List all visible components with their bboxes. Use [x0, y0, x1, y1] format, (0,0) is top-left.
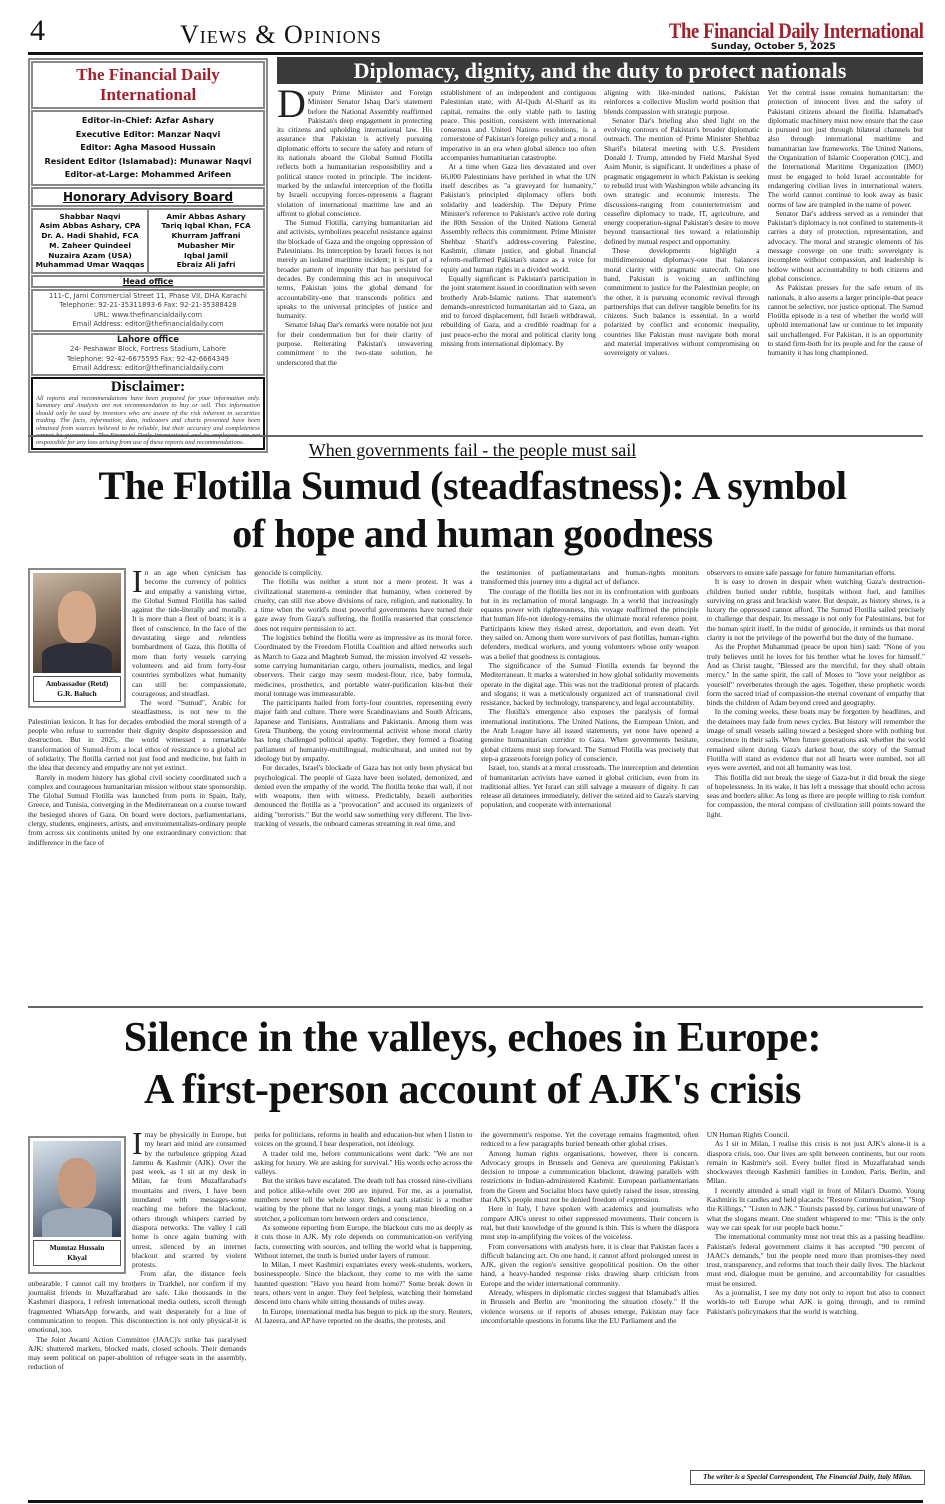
article2-kicker: When governments fail - the people must sail	[308, 440, 637, 460]
article2-col-1	[28, 568, 246, 993]
paragraph: It is easy to drown in despair when watching Gaza's destruction-children buried under rubble, hospitals without fuel, and families surviving on grass and brackish water. But despair, as history shows, is a luxury the oppressed cannot afford. The Sumud Flotilla sailed precisely to challenge that despair. Its message is not only for Palestinians, but for the human spirit itself. In the midst of genocide, it reminds us that moral clarity is not the privilege of the powerful but the duty of the humane.	[706, 577, 925, 643]
article3-col-4	[707, 1130, 925, 1465]
editorial-infobox	[28, 58, 268, 453]
paragraph: The courage of the flotilla lies not in its confrontation with gunboats but in its reclamation of moral language. In a world that increasingly equates power with righteousness, this voyage reaffirmed the principle that human life-not ideology-remains the ultimate moral reference point. Participants knew they risked arrest, deportation, and even death. Yet they sailed on. Among them were survivors of past flotillas, human-rights defenders, medical workers, and young volunteers whose only weapon was a belief that goodness is contagious.	[480, 586, 699, 661]
paragraph: The Sumud Flotilla, carrying humanitarian aid and activists, symbolizes peaceful resistance against the blockade of Gaza and the ongoing oppression of Palestinians. Its interception by Israeli forces is not merely an isolated maritime incident; it is part of a broader pattern of impunity that has persisted for decades. By condemning this act in unequivocal terms, Pakistan joins the global demand for accountability-one that transcends politics and speaks to the universal principles of justice and humanity.	[277, 218, 433, 321]
dropcap: I	[132, 1130, 143, 1161]
paragraph: In Europe, international media has begun to pick up the story. Reuters, Al Jazeera, and AP have reported on the deaths, the protests, and	[254, 1306, 473, 1325]
advisor: Dr. A. Hadi Shahid, FCA	[41, 231, 139, 241]
article3-headline	[0, 1012, 945, 1116]
paragraph: I recently attended a small vigil in front of Milan's Duomo. Young Kashmiris lit candles and held placards: "Restore Communication," "Stop the Killings," "Listen to AJK." Tourists passed by, curious but unaware of what the slogans meant. One student whispered to me: "This is the only way we can speak for our people back home."	[706, 1185, 925, 1232]
paragraph: the government's response. Yet the coverage remains fragmented, often reduced to a few paragraphs buried beneath other global crises.	[480, 1130, 699, 1149]
issue-date: Sunday, October 5, 2025	[710, 42, 836, 52]
phone-fax: Telephone: 92-42-6675595 Fax: 92-42-6664349	[67, 354, 229, 363]
disclaimer-title: Disclaimer:	[110, 378, 186, 395]
divider	[28, 1006, 923, 1008]
paragraph: Senator Dar's address served as a reminder that Pakistan's diplomacy is not confined to statements-it carries a duty of protection, representation, and advocacy. The moral and strategic elements of his message converge on one truth: sovereignty is incomplete without compassion, and leadership is hollow without accountability to both citizens and global conscience.	[767, 208, 923, 283]
advisory-board	[31, 208, 265, 275]
paragraph: perks for politicians, reforms in health and education-but when I listen to voices on the ground, I hear desperation, not ideology.	[254, 1130, 473, 1149]
paragraph: Here in Italy, I have spoken with academics and journalists who compare AJK's unrest to other suppressed movements. Their concern is real, but their knowledge of the ground is thin. This is where the diaspora must step in-amplifying the voices of the voiceless.	[480, 1204, 699, 1242]
editor-line: Resident Editor (Islamabad): Munawar Naqvi	[44, 155, 252, 166]
editor-line: Editor: Agha Masood Hussain	[80, 142, 216, 152]
paragraph: observers to ensure safe passage for future humanitarian efforts.	[706, 568, 897, 577]
paragraph: Among human rights organisations, however, there is concern. Advocacy groups in Brussels and Geneva are questioning Pakistan's decision to impose a communication blackout, drawing parallels with restrictions in Indian-administered Kashmir. European parliamentarians from the Green and Socialist blocs have quietly raised the issue, stressing that AJK's people must not be denied freedom of expression.	[480, 1148, 699, 1205]
advisor: Mubasher Mir	[177, 240, 235, 250]
phone-fax: Telephone: 92-21-35311893-6 Fax: 92-21-35388428	[59, 301, 237, 310]
paragraph: The logistics behind the flotilla were as impressive as its moral force. Coordinated by the Freedom Flotilla Coalition and allied networks such as March to Gaza and Maghreb Sumud, the mission involved 42 vessels-some carrying humanitarian cargo, others journalists, medics, and legal observers. Their cargo may seem modest-flour, rice, baby formula, medicines, prosthetics, and portable water-purification kits-but their moral tonnage was immeasurable.	[254, 633, 473, 698]
editors-list	[31, 110, 265, 186]
advisor: Ebraiz Ali Jafri	[176, 260, 236, 270]
editor-line: Editor-in-Chief: Azfar Ashary	[81, 115, 215, 125]
dropcap: D	[277, 88, 306, 126]
article3-body	[28, 1130, 925, 1498]
headline-line: The Flotilla Sumud (steadfastness): A symbol	[98, 463, 847, 508]
lahore-office-details	[31, 333, 265, 376]
paragraph: Senator Dar's briefing also shed light on the evolving contours of Pakistan's broader diplomatic outreach. The mention of Prime Minister Shehbaz Sharif's bilateral meeting with U.S. President Donald J. Trump, attended by Field Marshal Syed Asim Munir, is significant. It underlines a phase of pragmatic engagement in which Pakistan is seeking to rebuild trust with Washington while advancing its own strategic and economic interests. The discussions-ranging from counterterrorism and ceasefire diplomacy to trade, IT, agriculture, and energy cooperation-signal Pakistan's desire to move beyond transactional ties toward a relationship defined by mutual respect and opportunity.	[604, 115, 760, 246]
top-rule	[28, 52, 923, 55]
advisor: Shabbar Naqvi	[59, 211, 121, 221]
article1-col-1	[277, 88, 433, 428]
headline-line: Silence in the valleys, echoes in Europe:	[123, 1015, 822, 1061]
address: 111-C, Jami Commercial Street 11, Phase VII, DHA Karachi	[49, 292, 247, 301]
paragraph: Already, whispers in diplomatic circles suggest that Islamabad's allies in Brussels and Berlin are "monitoring the situation closely." If the violence worsens or if reports of abuses emerge, Pakistan may face uncomfortable questions in forums like the EU Parliament and the	[480, 1288, 699, 1325]
paragraph: The participants hailed from forty-four countries, representing every major faith and culture. There were Scandinavians and South Africans, Japanese and Tunisians, Australians and Pakistanis. Among them was Greta Thunberg, the young environmental activist whose moral clarity has long challenged political apathy. Together, they formed a floating parliament of humanity-multilingual, multicultural, and united not by ideology but by empathy.	[254, 698, 473, 763]
paragraph: As a journalist, I see my duty not only to report but also to connect worlds-to tell Europe what AJK is going through, and to remind Pakistan's policymakers that the world is watching.	[706, 1288, 925, 1316]
website-link[interactable]: URL: www.thefinancialdaily.com	[93, 310, 203, 319]
article2-col-2	[254, 568, 472, 993]
paragraph: The flotilla's emergence also exposes the paralysis of formal international institutions. The United Nations, the European Union, and the Arab League have all issued statements, yet none have opened a genuine humanitarian corridor to Gaza. When governments hesitate, global citizens must step forward. The Sumud Flotilla was precisely that step-a grassroots foreign policy of conscience.	[480, 707, 699, 763]
article3-col-1	[28, 1130, 246, 1498]
paragraph: establishment of an independent and contiguous Palestinian state, with Al-Quds Al-Sharif as its capital, remains the only viable path to lasting peace. This position, consistent with international consensus and United Nations resolutions, is a cornerstone of Pakistan's foreign policy and a moral imperative in an era when global silence too often accompanies humanitarian catastrophe.	[440, 88, 596, 163]
advisor: M. Zaheer Quindeel	[49, 240, 131, 250]
disclaimer-text: All reports and recommendations have been prepared for your information only. Summary and Analysis are not recommendation to buy or sell. This information should only be used by investors who are aware of the risk inherent in securities trading. The facts, information, data, indicators and charts presented have been obtained from sources believed to be reliable, but their accuracy and completeness cannot be guaranteed. The Financial Daily International and its employees are not responsible for any loss arising from use of these reports and recommendations.	[36, 394, 260, 447]
paragraph: genocide is complicity.	[254, 568, 323, 577]
article1-col-4	[768, 88, 924, 428]
lahore-office-title: Lahore office	[116, 335, 180, 346]
caption-line: Mumtaz Hussain	[49, 1243, 105, 1252]
paragraph: A trader told me, before communications went dark: "We are not asking for luxury. We are asking for survival." His words echo across the valleys.	[254, 1148, 473, 1177]
article3-col-2	[254, 1130, 472, 1498]
advisor: Muhammad Umar Waqqas	[35, 260, 145, 270]
paragraph: The significance of the Sumud Flotilla extends far beyond the Mediterranean. It marks a watershed in how global solidarity movements operate in the digital age. This was not the traditional protest of placards and slogans; it was a meticulously organized act of transnational civil resistance, backed by technology, transparency, and legal accountability.	[480, 660, 699, 708]
caption-line: G.R. Baluch	[57, 689, 97, 698]
paragraph: Rarely in modern history has global civil society coordinated such a complex and courageous humanitarian mission without state sponsorship. The Global Sumud Flotilla was launched from ports in Spain, Italy, Greece, and Tunisia, converging in the Mediterranean on a course toward the besieged shores of Gaza. On board were doctors, parliamentarians, clergy, students, engineers, artists, and environmentalists-ordinary people from across six continents united by one extraordinary conviction: that indifference in the face of	[28, 772, 247, 847]
section-title: Views & Opinions	[180, 20, 382, 49]
paragraph: At a time when Gaza lies devastated and over 66,000 Palestinians have perished in what the UN itself describes as "a graveyard for humanity," Pakistan's principled diplomacy offers both solidarity and leadership. The Deputy Prime Minister's reference to Pakistan's active role during the 80th Session of the United Nations General Assembly reflects this commitment. Prime Minister Shehbaz Sharif's address-covering Palestine, Kashmir, climate justice, and global financial reform-reaffirmed Pakistan's stance as a voice for equity and human rights in a divided world.	[440, 162, 596, 274]
caption-line: Khyal	[67, 1253, 87, 1262]
paragraph: These developments highlight a multidimensional diplomacy-one that balances moral clarity with pragmatic statecraft. On one hand, Pakistan is voicing an unflinching commitment to justice for the Palestinian people; on the other, it is pursuing economic revival through partnerships that can deliver tangible benefits for its citizens. Such balance is essential. In a world polarized by conflict and economic inequality, countries like Pakistan must navigate both moral and material imperatives without compromising on sovereignty or values.	[604, 246, 760, 358]
article2-col-3	[481, 568, 699, 993]
photo-spacer	[28, 568, 132, 714]
advisor: Asim Abbas Ashary, CPA	[39, 221, 141, 231]
paragraph: aligning with like-minded nations, Pakistan reinforces a collective Muslim world position that blends compassion with strategic purpose.	[604, 88, 760, 116]
paragraph: Yet the central issue remains humanitarian: the protection of innocent lives and the safety of Pakistani citizens aboard the flotilla. Islamabad's diplomatic machinery must now ensure that the case is pursued not just through bilateral channels but also through international maritime and humanitarian law frameworks. The United Nations, the Organization of Islamic Cooperation (OIC), and the International Maritime Organization (IMO) must be engaged to hold Israel accountable for endangering civilian lives in international waters. The world cannot continue to look away as basic norms of law are trampled in the name of power.	[767, 88, 923, 209]
paragraph: n an age when cynicism has become the currency of politics and empathy a vanishing virtue, the Global Sumud Flotilla has sailed against the tide-literally and morally. It is more than a fleet of boats; it is a fleet of conscience. In the face of the devastating siege and relentless bombardment of Gaza, this flotilla of more than forty vessels carrying volunteers and aid from forty-four countries symbolizes what humanity can still be: compassionate, courageous, and steadfast.	[132, 568, 247, 698]
masthead-brand: The Financial Daily International	[668, 18, 923, 43]
article1-col-3	[604, 88, 760, 428]
paragraph: As I sit in Milan, I realise this crisis is not just AJK's alone-it is a diaspora crisis, too. Our lives are split between continents, but our roots remain in Kashmir's soil. Every bullet fired in Muzaffarabad sends shockwaves through Kashmiri families in London, Paris, Berlin, and Milan.	[706, 1139, 925, 1186]
headline-line: of hope and human goodness	[232, 511, 713, 556]
page-number: 4	[30, 14, 45, 47]
disclaimer-box	[31, 377, 265, 450]
article1-col-2	[441, 88, 597, 428]
advisor: Iqbal Jamil	[184, 250, 228, 260]
paragraph: may be physically in Europe, but my heart and mind are consumed by the turbulence gripping Azad Jammu & Kashmir (AJK). Over the past week, as I sit at my desk in Milan, far from Muzaffarabad's mountains and rivers, I have been inundated with messages-some reaching me before the blackout, others through whispers carried by diaspora networks. The valley I call home is once again burning with unrest, silenced by an internet blackout and scarred by violent protests.	[132, 1130, 247, 1270]
advisor: Tariq Iqbal Khan, FCA	[161, 221, 251, 231]
editor-line: Editor-at-Large: Mohammed Arifeen	[64, 169, 232, 179]
photo-spacer	[28, 1130, 132, 1276]
infobox-brand: The Financial Daily International	[31, 61, 265, 109]
paragraph: eputy Prime Minister and Foreign Minister Senator Ishaq Dar's statement before the National Assembly reaffirmed Pakistan's deep engagement in protecting its citizens and upholding international law. His assurance that Pakistan is actively pursuing diplomatic efforts to secure the safety and return of its nationals aboard the Global Sumud Flotilla reflects both a humanitarian responsibility and a political stance rooted in principle. The incident-marked by the unlawful interception of the flotilla by Israeli occupying forces-represents a flagrant violation of international maritime law and an affront to global conscience.	[277, 88, 433, 218]
paragraph: The international community must not treat this as a passing headline. Pakistan's federal government claims it has accepted "90 percent of JAAC's demands," but the people need more than promises-they need trust, transparency, and reforms that touch their daily lives. The blackout must end, dialogue must be genuine, and accountability for casualties must be ensured.	[706, 1232, 925, 1288]
paragraph: Equally significant is Pakistan's participation in the joint statement issued in coordination with seven brotherly Arab-Islamic nations. That statement's demands-unrestricted humanitarian aid to Gaza, an end to forced displacement, full Israeli withdrawal, rebuilding of Gaza, and a credible roadmap for a just peace-echo the moral and political clarity long missing from international diplomacy. By	[440, 273, 596, 349]
paragraph: In the coming weeks, these boats may be forgotten by headlines, and the detainees may fade from news cycles. But history will remember the image of small vessels sailing toward a besieged shore with nothing but conscience in their sails. When future generations ask whether the world remained silent during Gaza's darkest hour, the story of the Sumud Flotilla will stand as evidence that not all hearts were numbed, not all eyes were averted, and not all humanity was lost.	[706, 707, 925, 773]
paragraph: As the Prophet Muhammad (peace be upon him) said: "None of you truly believes until he loves for his brother what he loves for himself." And as Christ taught, "Blessed are the merciful, for they shall obtain mercy." In the same spirit, the call of Moses to "love your neighbor as yourself" reverberates through the ages. Together, these prophetic words form the sacred triad of compassion-the eternal covenant of empathy that binds the children of Adam beyond creed and geography.	[706, 642, 925, 708]
writer-footnote: The writer is a Special Correspondent, The Financial Daily, Italy Milan.	[690, 1470, 925, 1485]
paragraph: From afar, the distance feels unbearable. I cannot call my brothers in Trarkhel, nor confirm if my journalist friends in Muzaffarabad are safe. Like thousands in the Kashmiri diaspora, I refresh international media outlets, scroll through fragmented WhatsApp forwards, and wait desperately for a line of communication to reopen. This disconnection is not only physical-it is emotional, too.	[28, 1269, 247, 1335]
article1-body	[277, 88, 923, 428]
paragraph: The Joint Awami Action Committee (JAAC)'s strike has paralysed AJK: shuttered markets, blocked roads, closed schools. Their demands may seem political on paper-abolition of refugee seats in the assembly, reduction of	[28, 1334, 247, 1372]
paragraph: This flotilla did not break the siege of Gaza-but it did break the siege of hopelessness. In its wake, it has left a message that should echo across seas and borders alike: As long as there are people willing to risk comfort for compassion, the moral compass of civilization still points toward the light.	[706, 772, 925, 819]
bottom-rule	[28, 1500, 923, 1503]
paragraph: The flotilla was neither a stunt nor a mere protest. It was a civilizational statement-a reminder that humanity, when cornered by cruelty, can still rise above divisions of race, religion, and nationality. In a time when the world's most powerful governments have turned their gaze away from Gaza's suffering, the flotilla reasserted that conscience does not require permission to act.	[254, 577, 473, 633]
paragraph: But the strikes have escalated. The death toll has crossed nine-civilians and police alike-while over 200 are injured. For me, as a journalist, numbers never tell the whole story. Behind each statistic is a mother waiting by the phone that no longer rings, a young man bleeding on a stretcher, a policeman torn between orders and conscience.	[254, 1176, 473, 1223]
caption-line: Ambassador (Retd)	[45, 679, 109, 688]
article1-headline: Diplomacy, dignity, and the duty to protect nationals	[277, 57, 923, 84]
paragraph: As someone reporting from Europe, the blackout cuts me as deeply as it cuts those in AJK. My role depends on communication-on verifying facts, connecting with sources, and telling the world what is happening. Without internet, the truth is buried under layers of rumour.	[254, 1222, 473, 1260]
article2-body	[28, 568, 925, 993]
email-link[interactable]: Email Address: editor@thefinancialdaily.com	[72, 363, 224, 372]
paragraph: Israel, too, stands at a moral crossroads. The interception and detention of humanitarian activists have earned it global criticism, even from its traditional allies. Yet Israel can still salvage a measure of dignity. It can release all detainees immediately, deliver the seized aid to Gaza's starving population, and cooperate with international	[480, 763, 699, 810]
advisor: Nuzaira Azam (USA)	[48, 250, 132, 260]
paragraph: The word "Sumud", Arabic for steadfastness, is not new to the Palestinian lexicon. It has for decades embodied the moral strength of a people who refuse to surrender their dignity despite dispossession and destruction. But in 2025, the world witnessed a remarkable transformation of Sumud-from a local ethos of resistance to a global act of solidarity. The flotilla carried not just food and medicine, but faith in the idea that decency and empathy are not yet extinct.	[28, 698, 247, 773]
editor-line: Executive Editor: Manzar Naqvi	[75, 128, 221, 139]
paragraph: Senator Ishaq Dar's remarks were notable not just for their condemnation but for their clarity of purpose. Reiterating Pakistan's unwavering commitment to the two-state solution, he underscored that the	[277, 320, 433, 367]
advisory-board-title: Honorary Advisory Board	[31, 187, 265, 207]
paragraph: In Milan, I meet Kashmiri expatriates every week-students, workers, businesspeople. Since the blackout, they come to me with the same haunted question: "Have you heard from home?" Some break down in tears, others vent in anger. They feel helpless, watching their homeland descend into chaos while sitting thousands of miles away.	[254, 1260, 473, 1307]
masthead	[624, 18, 923, 52]
advisory-col-left	[33, 210, 147, 273]
article2-col-4	[707, 568, 925, 993]
head-office-details	[31, 289, 265, 332]
advisory-col-right	[147, 210, 263, 273]
article2-headline	[0, 462, 945, 558]
article3-col-3	[481, 1130, 699, 1498]
paragraph: the testimonies of parliamentarians and human-rights monitors transformed this journey into a digital act of defiance.	[480, 568, 699, 587]
paragraph: From conversations with analysts here, it is clear that Pakistan faces a difficult balancing act. On one hand, it cannot afford prolonged unrest in AJK, given the region's sensitive geopolitical position. On the other hand, a heavy-handed response risks drawing sharp criticism from Europe and the wider international community.	[480, 1241, 699, 1288]
dropcap: I	[132, 568, 143, 599]
address: 24- Peshawar Block, Fortress Stadium, Lahore	[70, 345, 226, 354]
head-office-title: Head office	[31, 275, 265, 288]
headline-line: A first-person account of AJK's crisis	[143, 1067, 802, 1113]
divider	[28, 435, 923, 437]
paragraph: UN Human Rights Council.	[706, 1130, 790, 1139]
advisor: Amir Abbas Ashary	[166, 211, 246, 221]
advisor: Khurram Jaffrani	[171, 231, 241, 241]
paragraph: As Pakistan presses for the safe return of its nationals, it also asserts a larger principle-that peace cannot be selective, nor justice optional. The Sumud Flotilla episode is a test of whether the world will uphold international law or continue to let impunity sail unchallenged. For Pakistan, it is an opportunity to stand firm-both for its people and for the cause of humanity it has long championed.	[767, 283, 923, 358]
email-link[interactable]: Email Address: editor@thefinancialdaily.com	[72, 319, 224, 328]
paragraph: For decades, Israel's blockade of Gaza has not only been physical but psychological. The people of Gaza have been isolated, demonized, and denied even the empathy of the world. The flotilla broke that wall, if not with weapons, then with witness. Predictably, Israeli authorities denounced the flotilla as a "provocation" and accused its organizers of aiding "terrorists." But the world saw something very different. The live-tracking of vessels, the onboard cameras streaming in real time, and	[254, 763, 473, 829]
